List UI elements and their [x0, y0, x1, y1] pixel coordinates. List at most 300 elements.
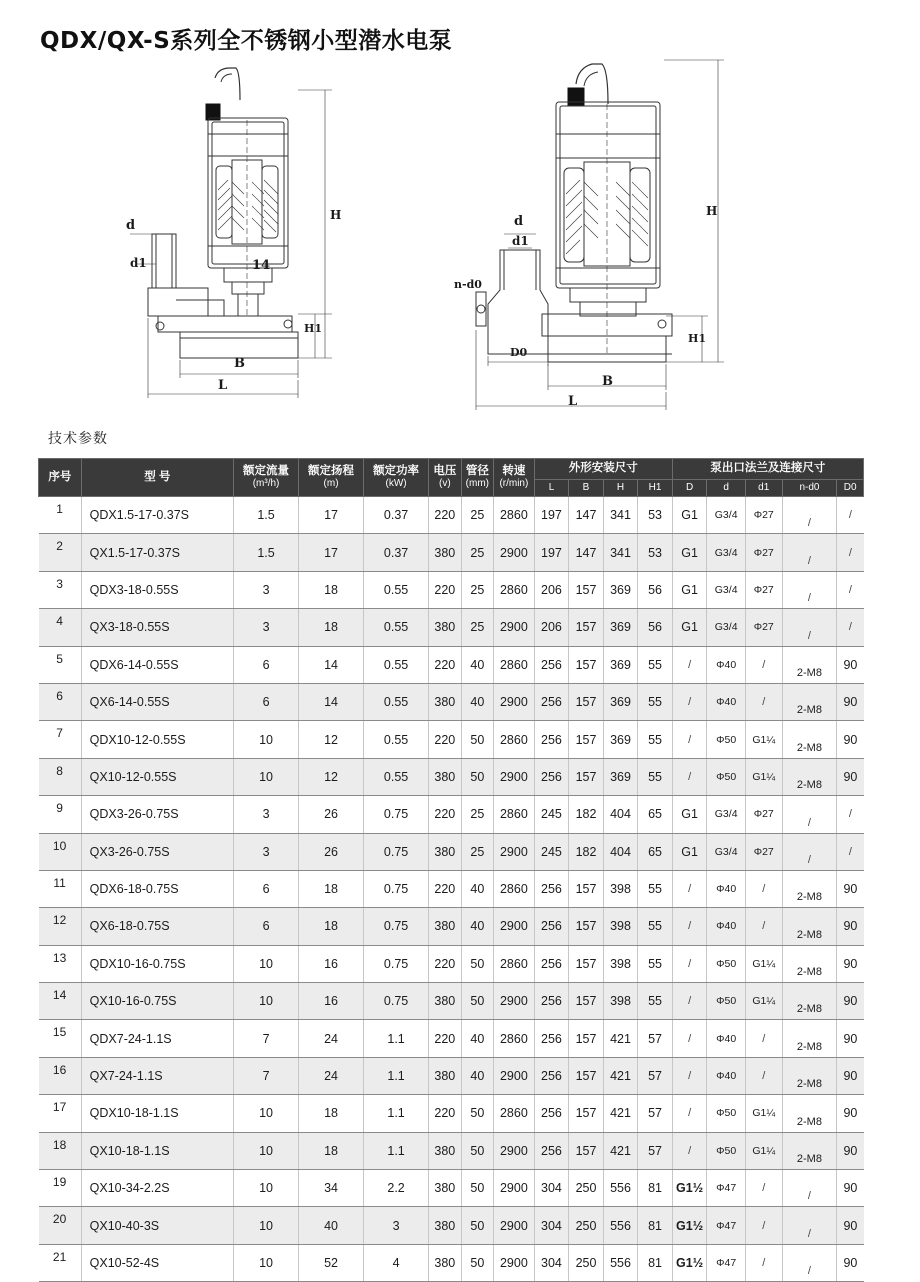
cell-dim-H1: 55 [638, 646, 673, 683]
pump-drawing-left [120, 60, 370, 400]
cell-dim-H1: 57 [638, 1057, 673, 1094]
cell-outlet-d: Φ47 [707, 1170, 746, 1207]
table-row [39, 908, 864, 945]
cell-speed: 2900 [494, 1132, 535, 1169]
cell-model: QDX10-16-0.75S [81, 945, 233, 982]
cell-dim-H: 369 [603, 758, 638, 795]
cell-voltage: 220 [429, 1020, 462, 1057]
cell-outlet-d1: / [745, 1244, 782, 1281]
cell-outlet-nd0: 2-M8 [782, 646, 837, 683]
cell-outlet-D0: 90 [837, 1244, 864, 1281]
cell-dim-H1: 55 [638, 870, 673, 907]
cell-outlet-D0: 90 [837, 870, 864, 907]
cell-speed: 2900 [494, 1170, 535, 1207]
cell-model: QX7-24-1.1S [81, 1057, 233, 1094]
cell-dim-H: 556 [603, 1207, 638, 1244]
cell-speed: 2860 [494, 646, 535, 683]
cell-outlet-D0: 90 [837, 758, 864, 795]
cell-dim-H1: 57 [638, 1020, 673, 1057]
header-power: 额定功率 (kW) [364, 459, 429, 497]
table-row [39, 758, 864, 795]
cell-voltage: 380 [429, 1244, 462, 1281]
cell-row-index: 8 [39, 758, 82, 795]
cell-head: 52 [299, 1244, 364, 1281]
cell-head: 14 [299, 683, 364, 720]
cell-outlet-nd0: / [782, 796, 837, 833]
cell-dim-H: 421 [603, 1057, 638, 1094]
cell-power: 1.1 [364, 1132, 429, 1169]
cell-outlet-nd0: 2-M8 [782, 758, 837, 795]
cell-speed: 2900 [494, 758, 535, 795]
cell-dim-H1: 65 [638, 833, 673, 870]
cell-power: 0.55 [364, 609, 429, 646]
cell-dim-L: 304 [534, 1207, 569, 1244]
cell-outlet-D0: 90 [837, 1020, 864, 1057]
table-row [39, 571, 864, 608]
spec-table-body [39, 497, 864, 1282]
dim-label-L: L [568, 394, 578, 409]
header-nd0: n-d0 [782, 480, 837, 497]
cell-outlet-D: / [672, 646, 707, 683]
cell-dim-H1: 55 [638, 721, 673, 758]
cell-model: QDX1.5-17-0.37S [81, 497, 233, 534]
cell-outlet-D: / [672, 983, 707, 1020]
cell-flow: 3 [234, 571, 299, 608]
cell-power: 0.55 [364, 758, 429, 795]
cell-dim-B: 157 [569, 683, 604, 720]
cell-row-index: 12 [39, 908, 82, 945]
cell-voltage: 380 [429, 1207, 462, 1244]
cell-pipe: 50 [461, 945, 494, 982]
cell-outlet-d1: G1¼ [745, 1132, 782, 1169]
table-row [39, 1057, 864, 1094]
cell-dim-H: 556 [603, 1170, 638, 1207]
header-L: L [534, 480, 569, 497]
cell-flow: 10 [234, 945, 299, 982]
cell-outlet-D0: 90 [837, 1057, 864, 1094]
cell-power: 0.75 [364, 983, 429, 1020]
cell-dim-H1: 55 [638, 908, 673, 945]
cell-outlet-d: G3/4 [707, 497, 746, 534]
cell-power: 0.37 [364, 497, 429, 534]
cell-dim-B: 157 [569, 758, 604, 795]
cell-pipe: 50 [461, 758, 494, 795]
cell-row-index: 5 [39, 646, 82, 683]
cell-head: 16 [299, 945, 364, 982]
cell-dim-L: 256 [534, 983, 569, 1020]
cell-voltage: 220 [429, 796, 462, 833]
dim-label-d: d [126, 218, 136, 233]
cell-outlet-nd0: 2-M8 [782, 1020, 837, 1057]
dim-label-B: B [234, 356, 245, 371]
cell-flow: 10 [234, 1244, 299, 1281]
cell-pipe: 40 [461, 1057, 494, 1094]
cell-pipe: 25 [461, 833, 494, 870]
cell-voltage: 380 [429, 983, 462, 1020]
cell-outlet-D: G1 [672, 571, 707, 608]
cell-flow: 10 [234, 758, 299, 795]
cell-outlet-d: G3/4 [707, 534, 746, 571]
cell-dim-L: 256 [534, 1020, 569, 1057]
cell-outlet-D0: / [837, 571, 864, 608]
cell-head: 17 [299, 497, 364, 534]
cell-outlet-d: G3/4 [707, 796, 746, 833]
cell-dim-H1: 55 [638, 683, 673, 720]
cell-row-index: 10 [39, 833, 82, 870]
cell-flow: 1.5 [234, 497, 299, 534]
cell-dim-H: 369 [603, 646, 638, 683]
cell-power: 1.1 [364, 1095, 429, 1132]
cell-outlet-d: G3/4 [707, 571, 746, 608]
cell-dim-L: 304 [534, 1170, 569, 1207]
cell-outlet-D: / [672, 1132, 707, 1169]
cell-dim-B: 157 [569, 870, 604, 907]
cell-outlet-D: G1½ [672, 1207, 707, 1244]
cell-dim-H1: 65 [638, 796, 673, 833]
cell-outlet-d: Φ47 [707, 1207, 746, 1244]
cell-dim-H: 398 [603, 870, 638, 907]
cell-outlet-d1: Φ27 [745, 534, 782, 571]
cell-row-index: 2 [39, 534, 82, 571]
cell-outlet-d: Φ40 [707, 908, 746, 945]
cell-dim-H: 341 [603, 497, 638, 534]
cell-head: 14 [299, 646, 364, 683]
cell-outlet-d1: / [745, 646, 782, 683]
cell-outlet-nd0: 2-M8 [782, 983, 837, 1020]
cell-pipe: 25 [461, 497, 494, 534]
cell-outlet-d1: / [745, 908, 782, 945]
cell-model: QX10-40-3S [81, 1207, 233, 1244]
cell-dim-B: 157 [569, 945, 604, 982]
table-row [39, 833, 864, 870]
cell-pipe: 40 [461, 908, 494, 945]
cell-speed: 2900 [494, 609, 535, 646]
table-header-row [39, 459, 864, 480]
cell-dim-H: 398 [603, 908, 638, 945]
dim-label-nd0: n-d0 [454, 278, 482, 291]
cell-row-index: 7 [39, 721, 82, 758]
cell-pipe: 40 [461, 870, 494, 907]
cell-outlet-nd0: / [782, 497, 837, 534]
cell-dim-H1: 81 [638, 1244, 673, 1281]
dim-label-L: L [218, 378, 228, 393]
cell-pipe: 25 [461, 571, 494, 608]
header-outlet-group: 泵出口法兰及连接尺寸 [672, 459, 863, 480]
cell-power: 1.1 [364, 1057, 429, 1094]
cell-voltage: 380 [429, 1132, 462, 1169]
cell-outlet-D: G1 [672, 833, 707, 870]
cell-head: 18 [299, 609, 364, 646]
cell-flow: 3 [234, 609, 299, 646]
cell-outlet-D0: / [837, 497, 864, 534]
cell-voltage: 380 [429, 683, 462, 720]
table-row [39, 683, 864, 720]
header-outline-group: 外形安装尺寸 [534, 459, 672, 480]
header-speed: 转速 (r/min) [494, 459, 535, 497]
cell-dim-B: 157 [569, 908, 604, 945]
cell-flow: 3 [234, 833, 299, 870]
table-row [39, 646, 864, 683]
cell-voltage: 220 [429, 646, 462, 683]
cell-outlet-nd0: / [782, 833, 837, 870]
cell-flow: 10 [234, 1207, 299, 1244]
cell-row-index: 17 [39, 1095, 82, 1132]
cell-dim-H: 421 [603, 1020, 638, 1057]
cell-voltage: 380 [429, 1170, 462, 1207]
cell-dim-B: 157 [569, 1095, 604, 1132]
cell-model: QX10-16-0.75S [81, 983, 233, 1020]
cell-outlet-D0: 90 [837, 983, 864, 1020]
cell-row-index: 14 [39, 983, 82, 1020]
cell-voltage: 380 [429, 534, 462, 571]
cell-pipe: 25 [461, 534, 494, 571]
cell-dim-B: 157 [569, 983, 604, 1020]
cell-outlet-d1: Φ27 [745, 833, 782, 870]
header-flow: 额定流量 (m³/h) [234, 459, 299, 497]
cell-row-index: 13 [39, 945, 82, 982]
cell-outlet-D0: 90 [837, 945, 864, 982]
cell-flow: 6 [234, 683, 299, 720]
cell-outlet-D0: 90 [837, 721, 864, 758]
cell-head: 16 [299, 983, 364, 1020]
cell-dim-H: 369 [603, 571, 638, 608]
cell-dim-H: 421 [603, 1132, 638, 1169]
cell-flow: 6 [234, 908, 299, 945]
header-H1: H1 [638, 480, 673, 497]
cell-voltage: 380 [429, 833, 462, 870]
cell-power: 3 [364, 1207, 429, 1244]
cell-row-index: 9 [39, 796, 82, 833]
table-row [39, 796, 864, 833]
cell-power: 0.55 [364, 721, 429, 758]
cell-outlet-d: G3/4 [707, 609, 746, 646]
cell-speed: 2860 [494, 796, 535, 833]
cell-voltage: 220 [429, 945, 462, 982]
table-row [39, 1020, 864, 1057]
cell-head: 18 [299, 1095, 364, 1132]
cell-speed: 2860 [494, 870, 535, 907]
cell-speed: 2860 [494, 1020, 535, 1057]
cell-head: 17 [299, 534, 364, 571]
cell-power: 0.55 [364, 646, 429, 683]
cell-outlet-D: / [672, 721, 707, 758]
cell-outlet-d1: Φ27 [745, 609, 782, 646]
cell-outlet-nd0: 2-M8 [782, 945, 837, 982]
cell-power: 2.2 [364, 1170, 429, 1207]
cell-model: QDX10-18-1.1S [81, 1095, 233, 1132]
cell-head: 18 [299, 908, 364, 945]
cell-dim-B: 157 [569, 721, 604, 758]
cell-outlet-D: / [672, 758, 707, 795]
dim-label-H1: H1 [688, 332, 707, 345]
cell-outlet-D: / [672, 1095, 707, 1132]
header-D0: D0 [837, 480, 864, 497]
cell-dim-L: 256 [534, 1132, 569, 1169]
cell-outlet-d: Φ40 [707, 683, 746, 720]
cell-dim-H1: 56 [638, 609, 673, 646]
cell-speed: 2860 [494, 721, 535, 758]
cell-outlet-d1: / [745, 1170, 782, 1207]
cell-speed: 2900 [494, 1207, 535, 1244]
cell-power: 0.75 [364, 796, 429, 833]
cell-dim-H: 404 [603, 796, 638, 833]
cell-head: 26 [299, 796, 364, 833]
cell-voltage: 380 [429, 758, 462, 795]
cell-outlet-D0: / [837, 833, 864, 870]
cell-outlet-D0: / [837, 534, 864, 571]
cell-model: QX10-12-0.55S [81, 758, 233, 795]
cell-model: QDX10-12-0.55S [81, 721, 233, 758]
cell-model: QX6-14-0.55S [81, 683, 233, 720]
cell-voltage: 220 [429, 870, 462, 907]
cell-outlet-D: G1½ [672, 1244, 707, 1281]
cell-outlet-d1: / [745, 683, 782, 720]
cell-outlet-nd0: / [782, 1207, 837, 1244]
cell-voltage: 220 [429, 497, 462, 534]
cell-speed: 2860 [494, 945, 535, 982]
cell-row-index: 3 [39, 571, 82, 608]
cell-pipe: 40 [461, 646, 494, 683]
cell-outlet-d1: G1¼ [745, 721, 782, 758]
cell-dim-L: 256 [534, 646, 569, 683]
cell-dim-L: 197 [534, 497, 569, 534]
cell-speed: 2900 [494, 1244, 535, 1281]
cell-outlet-D: / [672, 945, 707, 982]
header-D: D [672, 480, 707, 497]
cell-outlet-d1: G1¼ [745, 1095, 782, 1132]
cell-outlet-d: Φ50 [707, 945, 746, 982]
cell-row-index: 11 [39, 870, 82, 907]
cell-outlet-nd0: 2-M8 [782, 683, 837, 720]
cell-outlet-D: / [672, 1020, 707, 1057]
cell-dim-B: 157 [569, 1020, 604, 1057]
cell-outlet-D0: 90 [837, 1095, 864, 1132]
cell-speed: 2860 [494, 1095, 535, 1132]
cell-outlet-nd0: 2-M8 [782, 870, 837, 907]
cell-outlet-d1: Φ27 [745, 796, 782, 833]
cell-dim-L: 256 [534, 683, 569, 720]
cell-outlet-d1: G1¼ [745, 758, 782, 795]
cell-voltage: 380 [429, 1057, 462, 1094]
cell-outlet-D0: 90 [837, 646, 864, 683]
cell-flow: 10 [234, 1132, 299, 1169]
cell-dim-L: 256 [534, 1057, 569, 1094]
header-head: 额定扬程 (m) [299, 459, 364, 497]
cell-dim-H1: 56 [638, 571, 673, 608]
cell-dim-H: 369 [603, 721, 638, 758]
cell-voltage: 220 [429, 571, 462, 608]
header-H: H [603, 480, 638, 497]
cell-outlet-d: Φ40 [707, 1020, 746, 1057]
cell-dim-B: 157 [569, 571, 604, 608]
cell-model: QDX6-14-0.55S [81, 646, 233, 683]
cell-outlet-D0: 90 [837, 1170, 864, 1207]
cell-pipe: 50 [461, 1207, 494, 1244]
cell-flow: 1.5 [234, 534, 299, 571]
cell-dim-L: 197 [534, 534, 569, 571]
header-voltage: 电压 (v) [429, 459, 462, 497]
cell-pipe: 40 [461, 1020, 494, 1057]
cell-speed: 2860 [494, 497, 535, 534]
cell-speed: 2900 [494, 908, 535, 945]
cell-outlet-d: G3/4 [707, 833, 746, 870]
header-d1: d1 [745, 480, 782, 497]
cell-dim-H1: 53 [638, 534, 673, 571]
cell-voltage: 380 [429, 908, 462, 945]
cell-head: 18 [299, 571, 364, 608]
cell-pipe: 50 [461, 983, 494, 1020]
cell-speed: 2900 [494, 534, 535, 571]
cell-dim-H1: 81 [638, 1170, 673, 1207]
cell-power: 0.75 [364, 870, 429, 907]
table-row [39, 534, 864, 571]
cell-head: 26 [299, 833, 364, 870]
cell-pipe: 25 [461, 609, 494, 646]
cell-model: QX6-18-0.75S [81, 908, 233, 945]
cell-speed: 2900 [494, 983, 535, 1020]
cell-dim-L: 304 [534, 1244, 569, 1281]
header-d: d [707, 480, 746, 497]
cell-head: 24 [299, 1020, 364, 1057]
cell-outlet-nd0: 2-M8 [782, 1057, 837, 1094]
cell-outlet-D0: 90 [837, 1207, 864, 1244]
cell-outlet-nd0: 2-M8 [782, 1095, 837, 1132]
cable-gland-icon [568, 88, 584, 106]
cell-row-index: 4 [39, 609, 82, 646]
cell-dim-H: 398 [603, 983, 638, 1020]
cell-speed: 2860 [494, 571, 535, 608]
cell-outlet-d: Φ50 [707, 983, 746, 1020]
cell-dim-L: 256 [534, 1095, 569, 1132]
cell-flow: 6 [234, 870, 299, 907]
cell-outlet-D0: 90 [837, 908, 864, 945]
cell-model: QDX6-18-0.75S [81, 870, 233, 907]
cell-flow: 10 [234, 1170, 299, 1207]
cell-dim-H1: 57 [638, 1095, 673, 1132]
table-row [39, 1244, 864, 1281]
cell-model: QX10-34-2.2S [81, 1170, 233, 1207]
cell-dim-L: 245 [534, 833, 569, 870]
cell-model: QX1.5-17-0.37S [81, 534, 233, 571]
cell-power: 0.55 [364, 571, 429, 608]
cell-dim-B: 182 [569, 796, 604, 833]
cell-flow: 10 [234, 721, 299, 758]
cell-speed: 2900 [494, 833, 535, 870]
cell-model: QX10-18-1.1S [81, 1132, 233, 1169]
cell-model: QDX3-18-0.55S [81, 571, 233, 608]
cell-dim-H: 369 [603, 609, 638, 646]
cell-voltage: 380 [429, 609, 462, 646]
cell-pipe: 50 [461, 1132, 494, 1169]
cell-head: 12 [299, 758, 364, 795]
cell-row-index: 21 [39, 1244, 82, 1281]
cell-outlet-d: Φ47 [707, 1244, 746, 1281]
cell-outlet-nd0: / [782, 571, 837, 608]
cell-dim-H1: 55 [638, 758, 673, 795]
cell-power: 0.37 [364, 534, 429, 571]
cell-speed: 2900 [494, 1057, 535, 1094]
cell-outlet-d: Φ50 [707, 1095, 746, 1132]
cell-dim-B: 157 [569, 646, 604, 683]
cell-head: 24 [299, 1057, 364, 1094]
cell-outlet-d1: Φ27 [745, 571, 782, 608]
cell-outlet-D0: / [837, 609, 864, 646]
table-row [39, 497, 864, 534]
table-row [39, 1132, 864, 1169]
cell-dim-B: 157 [569, 609, 604, 646]
cell-dim-H: 421 [603, 1095, 638, 1132]
cell-outlet-d1: / [745, 1057, 782, 1094]
